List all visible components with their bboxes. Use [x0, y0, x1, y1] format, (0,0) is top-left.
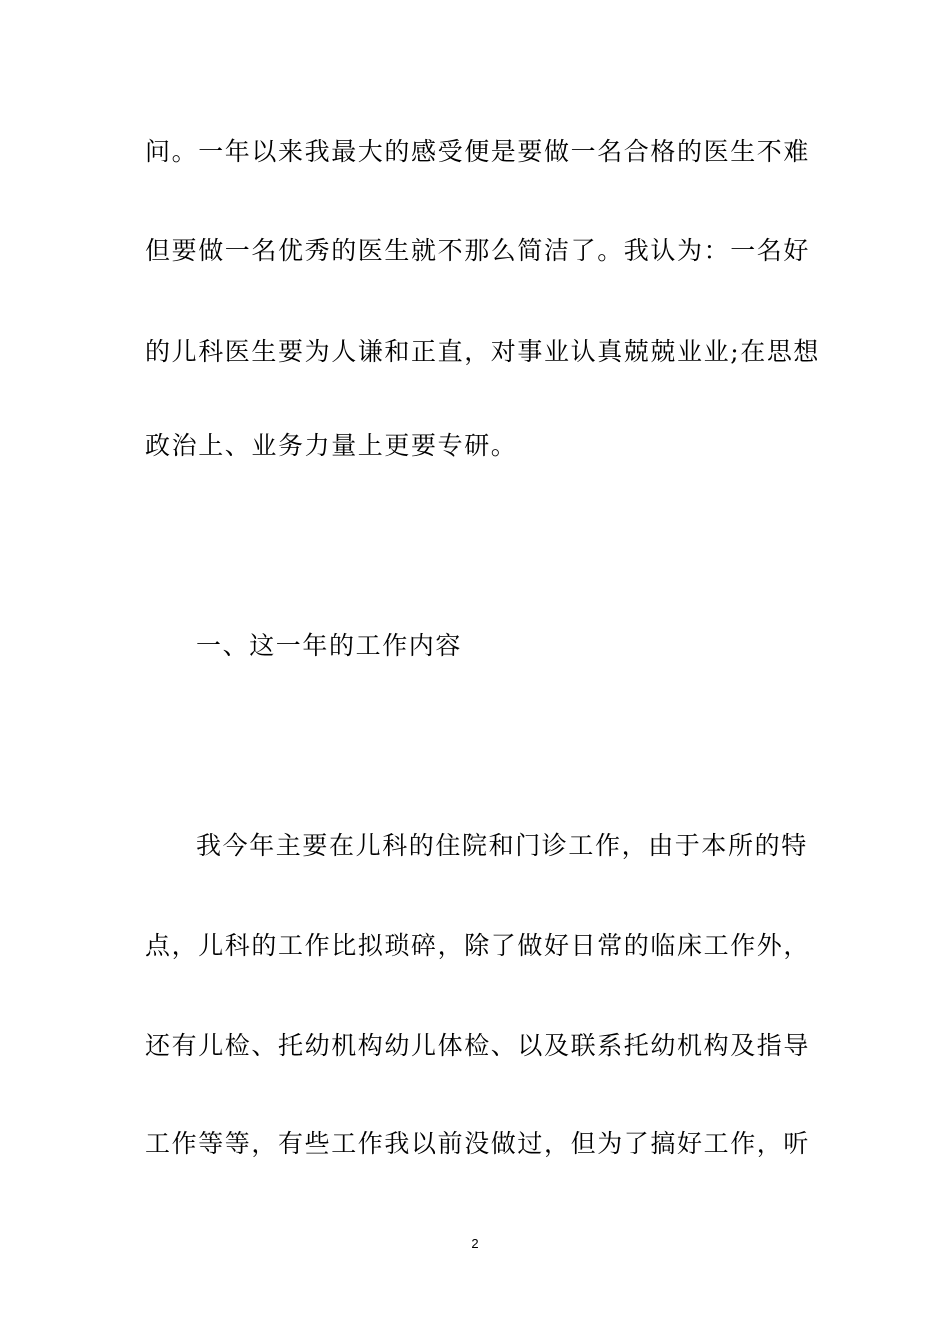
- section-heading: 一、这一年的工作内容: [196, 631, 463, 660]
- paragraph-line: 问。一年以来我最大的感受便是要做一名合格的医生不难: [145, 137, 811, 166]
- paragraph-line: 但要做一名优秀的医生就不那么简洁了。我认为：一名好: [145, 236, 811, 265]
- paragraph-line: 的儿科医生要为人谦和正直，对事业认真兢兢业业;在思想: [145, 337, 821, 366]
- page-number: 2: [471, 1236, 479, 1251]
- paragraph-line: 我今年主要在儿科的住院和门诊工作，由于本所的特: [196, 831, 808, 860]
- paragraph-line: 还有儿检、托幼机构幼儿体检、以及联系托幼机构及指导: [145, 1031, 811, 1060]
- paragraph-line: 政治上、业务力量上更要专研。: [145, 431, 518, 460]
- paragraph-line: 工作等等，有些工作我以前没做过，但为了搞好工作，听: [145, 1129, 811, 1158]
- paragraph-line: 点，儿科的工作比拟琐碎，除了做好日常的临床工作外，: [145, 931, 811, 960]
